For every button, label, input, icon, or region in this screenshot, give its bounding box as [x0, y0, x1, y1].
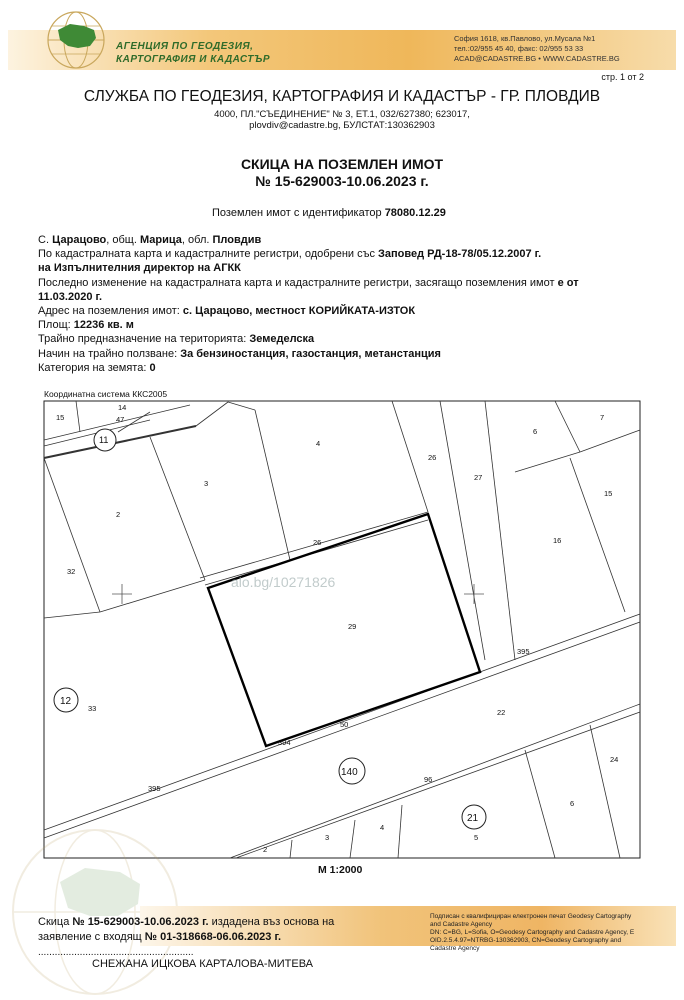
category-label: Категория на земята: — [38, 361, 150, 374]
label-p96: 96 — [424, 775, 433, 784]
label-p7: 7 — [600, 413, 605, 422]
area-label: Площ: — [38, 319, 74, 332]
footer-line1 — [38, 915, 418, 930]
label-c12: 12 — [60, 696, 72, 707]
identifier-value: 78080.12.29 — [384, 207, 446, 219]
area-value: 12236 кв. м — [73, 319, 134, 332]
loc-region: Пловдив — [212, 234, 262, 246]
label-p47: 47 — [116, 415, 125, 424]
signer-name: СНЕЖАНА ИЦКОВА КАРТАЛОВА-МИТЕВА — [92, 958, 314, 970]
last-change-date-value: 11.03.2020 г. — [38, 290, 103, 303]
footer-sketch-label: Скица — [38, 916, 73, 928]
label-p15b: 15 — [604, 489, 613, 498]
label-p395a: 395 — [517, 647, 530, 656]
sig-line2: and Cadastre Agency — [430, 921, 493, 928]
label-p14: 14 — [118, 403, 127, 412]
label-p32: 32 — [67, 567, 76, 576]
label-p24: 24 — [610, 755, 619, 764]
map-watermark: alo.bg/10271826 — [231, 574, 336, 590]
loc-village: Царацово — [52, 234, 107, 246]
label-p22: 22 — [497, 708, 506, 717]
purpose-value: Земеделска — [249, 333, 315, 346]
page-number: стр. 1 от 2 — [601, 72, 644, 82]
label-p6b: 6 — [570, 799, 575, 808]
contact-web: ACAD@CADASTRE.BG • WWW.CADASTRE.BG — [454, 54, 620, 63]
loc-sep1: , общ. — [106, 234, 140, 246]
last-change-from: е от — [557, 276, 579, 289]
label-p16: 16 — [553, 536, 562, 545]
label-p394: 394 — [278, 738, 291, 747]
label-p395b: 395 — [148, 784, 161, 793]
label-p3: 3 — [204, 479, 209, 488]
map-scale: М 1:2000 — [318, 864, 363, 876]
label-p26b: 26 — [313, 538, 322, 547]
contact-address: София 1618, кв.Павлово, ул.Мусала №1 — [454, 34, 596, 43]
label-p33: 33 — [88, 704, 97, 713]
loc-prefix: С. — [38, 234, 53, 246]
label-p27: 27 — [474, 473, 483, 482]
usage-value: За бензиностанция, газостанция, метанстанция — [180, 347, 441, 360]
label-p15a: 15 — [56, 413, 65, 422]
identifier-label: Поземлен имот с идентификатор — [212, 207, 382, 219]
address-value: с. Царацово, местност КОРИЙКАТА-ИЗТОК — [182, 305, 416, 318]
label-p50: 50 — [340, 720, 349, 729]
label-p29: 29 — [348, 622, 357, 631]
contact-phone: тел.:02/955 45 40, факс: 02/955 53 33 — [454, 44, 584, 53]
footer-sketch-number: № 15-629003-10.06.2023 г. — [72, 916, 209, 928]
sig-line5: Cadastre Agency — [430, 945, 480, 952]
loc-sep2: , обл. — [181, 234, 213, 246]
sig-line4: OID.2.5.4.97=NTRBG-130362903, CN=Geodesy Cartography and — [430, 937, 622, 944]
label-p26: 26 — [428, 453, 437, 462]
loc-municipality: Марица — [139, 234, 182, 246]
footer-signature-info — [430, 913, 665, 953]
subject-parcel-29 — [208, 514, 480, 746]
parcel-labels — [56, 403, 618, 854]
coordinate-system: Координатна система ККС2005 — [44, 389, 168, 399]
footer-request-label: заявление с входящ — [38, 931, 145, 943]
signature-dots: ........................................................ — [38, 947, 194, 958]
office-address-line2: plovdiv@cadastre.bg, БУЛСТАТ:130362903 — [249, 120, 435, 131]
label-p4: 4 — [316, 439, 321, 448]
usage-label: Начин на трайно ползване: — [38, 347, 181, 360]
last-change-text: Последно изменение на кадастралната карта и кадастралните регистри, засягащо поземления имот — [38, 276, 558, 289]
sketch-number: № 15-629003-10.06.2023 г. — [255, 173, 429, 189]
label-c140: 140 — [341, 767, 358, 778]
approval-order: Заповед РД-18-78/05.12.2007 г. — [378, 248, 542, 261]
approval-text: По кадастралната карта и кадастралните регистри, одобрени със — [38, 248, 379, 261]
label-c21: 21 — [467, 813, 479, 824]
label-p6: 6 — [533, 427, 538, 436]
purpose-label: Трайно предназначение на територията: — [38, 333, 250, 346]
label-c11: 11 — [99, 435, 109, 445]
office-title: СЛУЖБА ПО ГЕОДЕЗИЯ, КАРТОГРАФИЯ И КАДАСТЪР - ГР. ПЛОВДИВ — [83, 88, 601, 105]
footer-request-number: № 01-318668-06.06.2023 г. — [144, 931, 282, 943]
footer-line2 — [38, 930, 418, 945]
label-p3b: 3 — [325, 833, 330, 842]
office-address-line1: 4000, ПЛ."СЪЕДИНЕНИЕ" № 3, ЕТ.1, 032/627380; 623017, — [214, 109, 470, 120]
category-value: 0 — [149, 361, 156, 374]
label-p5: 5 — [474, 833, 479, 842]
sig-line3: DN: C=BG, L=Sofia, O=Geodesy Cartography and Cadastre Agency, E — [430, 929, 635, 936]
sig-line1: Подписан с квалифициран електронен печат Geodesy Cartography — [430, 913, 632, 920]
footer-issued-text: издадена въз основа на — [208, 916, 335, 928]
agency-line1: АГЕНЦИЯ ПО ГЕОДЕЗИЯ, — [116, 41, 254, 52]
label-p2: 2 — [116, 510, 121, 519]
map-frame — [44, 401, 640, 858]
label-p4b: 4 — [380, 823, 385, 832]
label-p2b: 2 — [263, 845, 268, 854]
sketch-title-text: СКИЦА НА ПОЗЕМЛЕН ИМОТ — [240, 156, 444, 172]
footer-issued — [38, 915, 418, 945]
agency-line2: КАРТОГРАФИЯ И КАДАСТЪР — [116, 54, 271, 65]
address-label: Адрес на поземления имот: — [38, 305, 183, 318]
approval-director-text: на Изпълнителния директор на АГКК — [38, 262, 241, 275]
